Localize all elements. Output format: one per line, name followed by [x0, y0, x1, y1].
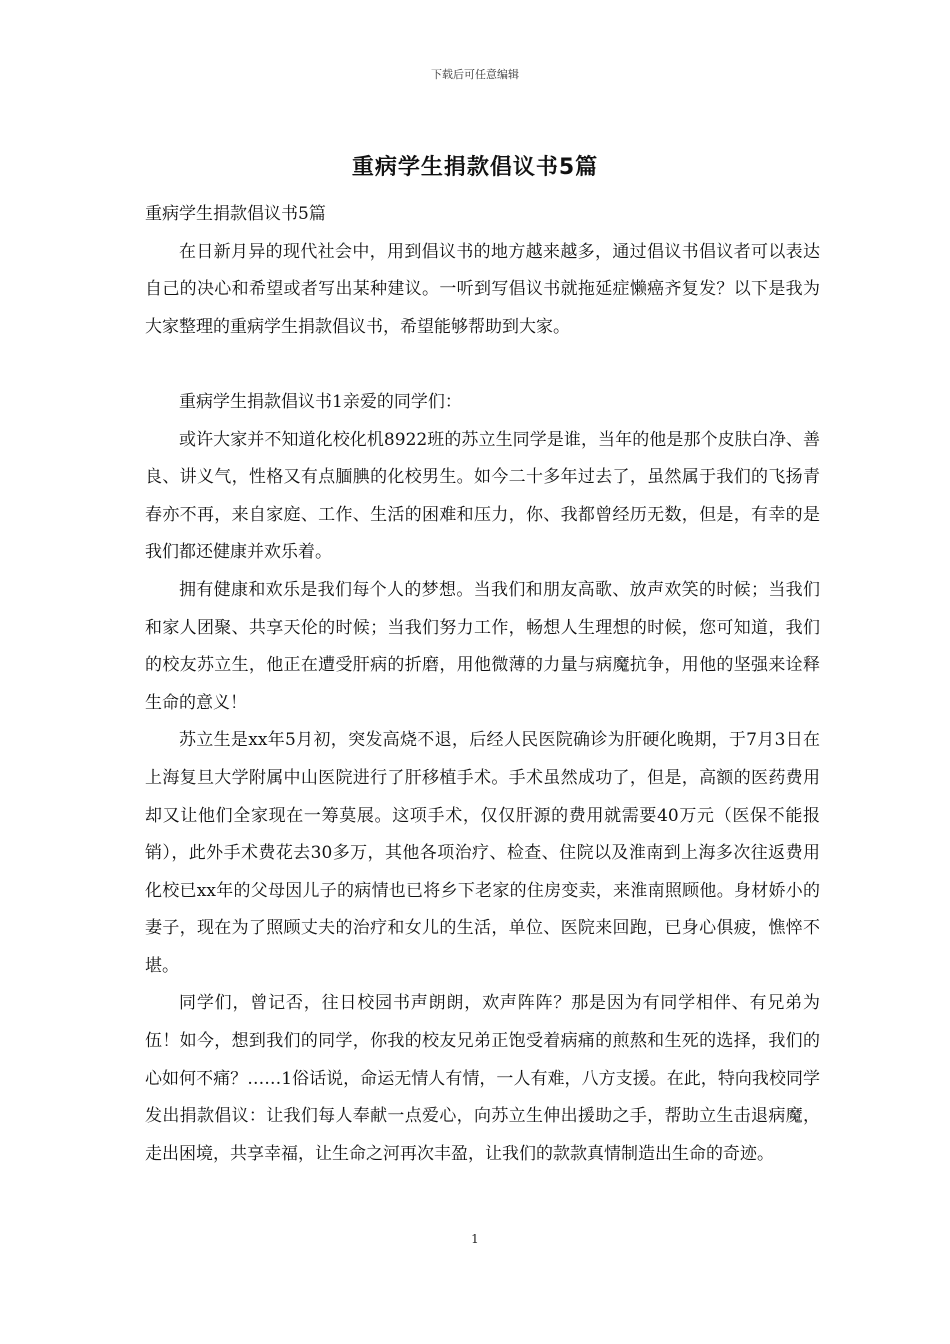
body-paragraph: 或许大家并不知道化校化机8922班的苏立生同学是谁，当年的他是那个皮肤白净、善良、讲义气，性格又有点腼腆的化校男生。如今二十多年过去了，虽然属于我们的飞扬青春亦不再，来自家庭、工作、生活的困难和压力，你、我都曾经历无数，但是，有幸的是我们都还健康并欢乐着。: [145, 429, 820, 563]
page-number: 1: [471, 1232, 479, 1246]
body-paragraph: 苏立生是xx年5月初，突发高烧不退，后经人民医院确诊为肝硬化晚期，于7月3日在上海复旦大学附属中山医院进行了肝移植手术。手术虽然成功了，但是，高额的医药费用却又让他们全家现在一筹莫展。这项手术，仅仅肝源的费用就需要40万元（医保不能报销），此外手术费花去30多万，其他各项治疗、检查、住院以及淮南到上海多次往返费用化校已xx年的父母因儿子的病情也已将乡下老家的住房变卖，来淮南照顾他。身材娇小的妻子，现在为了照顾丈夫的治疗和女儿的生活，单位、医院来回跑，已身心俱疲，憔悴不堪。: [145, 730, 820, 976]
intro-paragraph: 在日新月异的现代社会中，用到倡议书的地方越来越多，通过倡议书倡议者可以表达自己的决心和希望或者写出某种建议。一听到写倡议书就拖延症懒癌齐复发？以下是我为大家整理的重病学生捐款倡议书，希望能够帮助到大家。: [145, 241, 820, 337]
section-heading: 重病学生捐款倡议书1亲爱的同学们：: [179, 391, 462, 412]
document-title: 重病学生捐款倡议书5篇: [351, 155, 599, 180]
page-header-note: 下载后可任意编辑: [431, 68, 519, 81]
blank-line: [145, 346, 820, 384]
document-body: [145, 196, 820, 1173]
body-paragraph: 拥有健康和欢乐是我们每个人的梦想。当我们和朋友高歌、放声欢笑的时候；当我们和家人团聚、共享天伦的时候；当我们努力工作，畅想人生理想的时候，您可知道，我们的校友苏立生，他正在遭受肝病的折磨，用他微薄的力量与病魔抗争，用他的坚强来诠释生命的意义！: [145, 579, 820, 713]
body-paragraph: 同学们，曾记否，往日校园书声朗朗，欢声阵阵？那是因为有同学相伴、有兄弟为伍！如今，想到我们的同学，你我的校友兄弟正饱受着病痛的煎熬和生死的选择，我们的心如何不痛？……1俗话说，命运无情人有情，一人有难，八方支援。在此，特向我校同学发出捐款倡议：让我们每人奉献一点爱心，向苏立生伸出援助之手，帮助立生击退病魔，走出困境，共享幸福，让生命之河再次丰盈，让我们的款款真情制造出生命的奇迹。: [145, 993, 820, 1164]
document-subtitle: 重病学生捐款倡议书5篇: [145, 204, 326, 224]
